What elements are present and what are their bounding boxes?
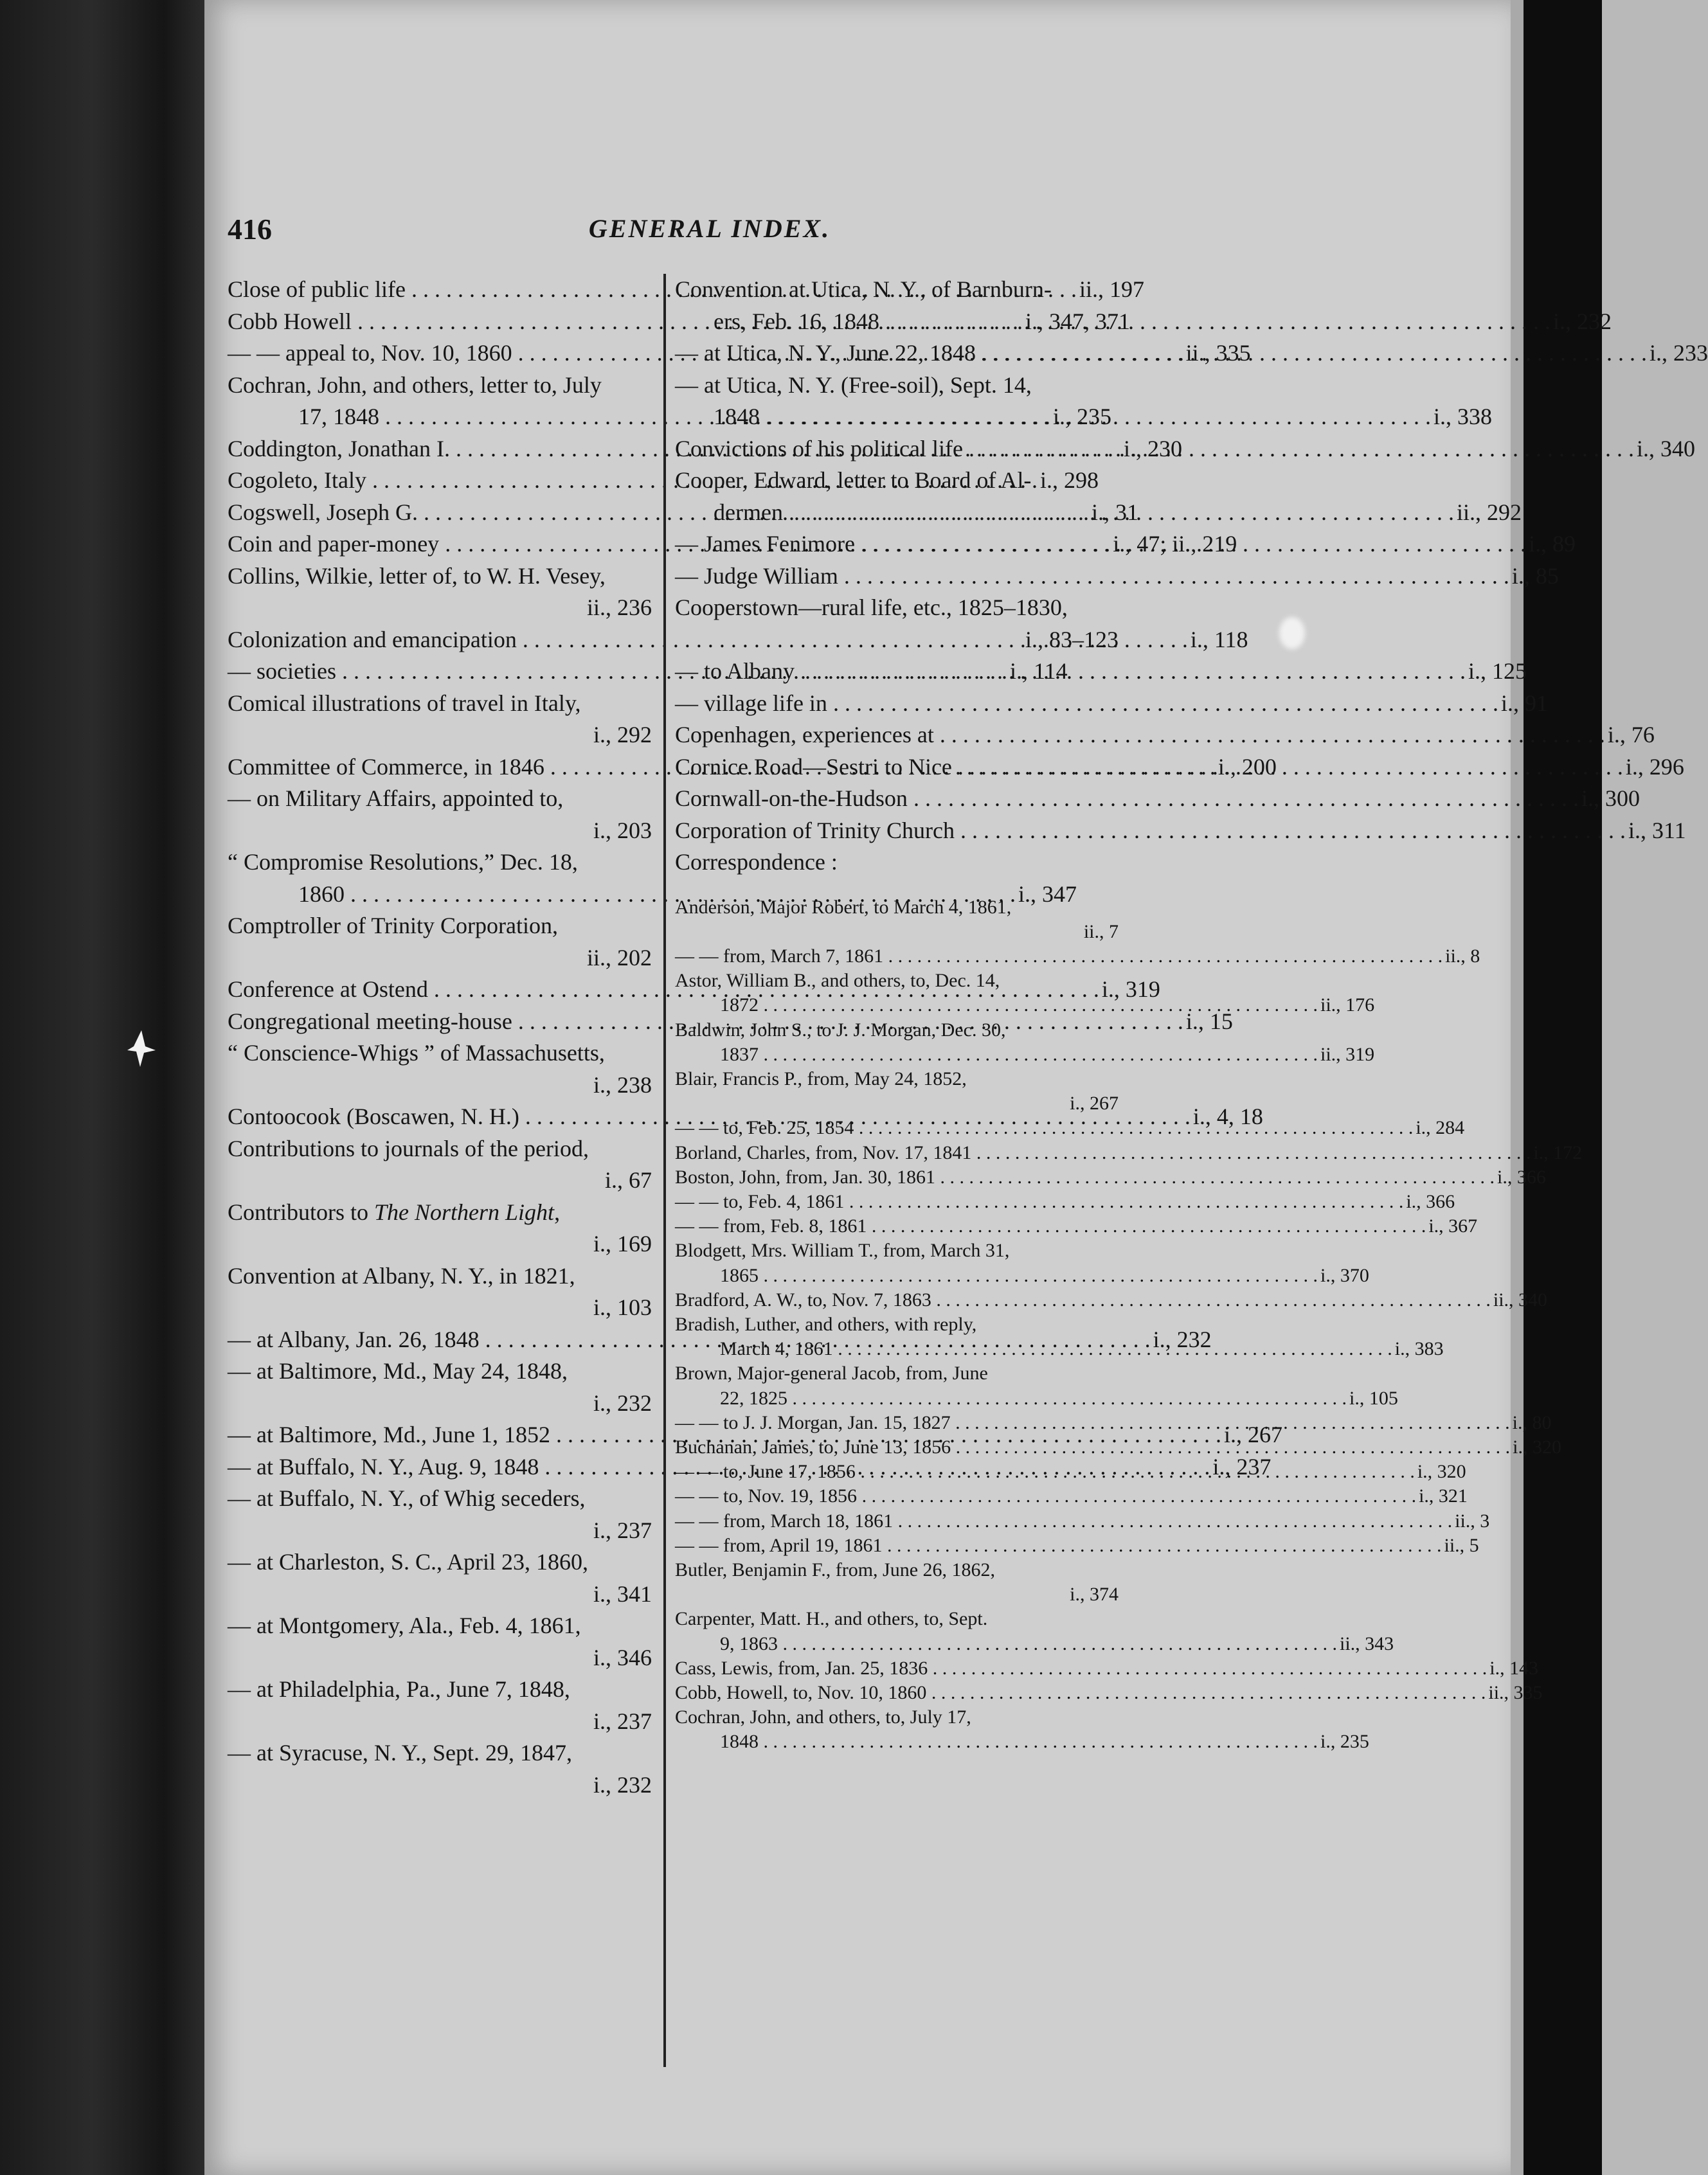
- index-entry: [228, 560, 652, 624]
- entry-page-reference: i., 374: [1070, 1584, 1119, 1606]
- entry-page-reference: ii., 335: [1488, 1682, 1543, 1703]
- correspondence-heading: Correspondence :: [675, 849, 838, 875]
- entry-page-reference: i., 284: [1416, 1117, 1465, 1139]
- entry-page-reference: i., 232: [593, 1390, 652, 1416]
- index-columns: [228, 274, 1708, 2073]
- entry-text: Brown, Major-general Jacob, from, June: [675, 1363, 988, 1384]
- entry-page-reference: i., 321: [1419, 1485, 1468, 1507]
- entry-page-reference: ii., 292: [1456, 499, 1522, 525]
- entry-heading: 17, 1848 . . .: [298, 404, 1050, 429]
- entry-text: Comical illustrations of travel in Italy,: [228, 690, 581, 716]
- index-entry: [675, 1484, 1468, 1508]
- index-entry: [228, 783, 652, 846]
- entry-line: [675, 497, 1522, 529]
- entry-heading: [228, 1197, 652, 1229]
- entry-page-reference: i., 237: [593, 1708, 652, 1734]
- index-entry: [228, 1610, 652, 1674]
- entry-line: [675, 1165, 1546, 1190]
- entry-line: [675, 719, 1655, 751]
- entry-text: — at Baltimore, Md., May 24, 1848,: [228, 1358, 568, 1384]
- index-entry: [228, 1260, 652, 1324]
- entry-heading: — James Fenimore . . .: [675, 531, 1526, 557]
- entry-heading: — to Albany . . .: [675, 658, 1466, 684]
- index-entry: [675, 688, 1548, 720]
- entry-page-reference: i., 338: [1434, 404, 1493, 429]
- index-entry: [675, 1141, 1583, 1165]
- index-entry: [675, 1534, 1479, 1558]
- entry-page-reference: i., 235: [1320, 1731, 1369, 1753]
- entry-line: [675, 1534, 1479, 1558]
- entry-heading: [675, 1361, 1119, 1386]
- entry-page-reference: i., 4, 18: [1192, 1104, 1263, 1129]
- entry-heading: Cass, Lewis, from, Jan. 25, 1836 . . .: [675, 1658, 1487, 1679]
- entry-heading: Coin and paper-money . . .: [228, 531, 1110, 557]
- index-entry: [675, 1509, 1490, 1534]
- entry-heading: 22, 1825 . . .: [720, 1388, 1347, 1409]
- entry-heading: — — to, June 17, 1856 . . .: [675, 1461, 1415, 1482]
- entry-page-reference: i., 143: [1489, 1657, 1539, 1679]
- entry-page-reference: i., 232: [1153, 1326, 1212, 1352]
- entry-heading: [228, 846, 652, 879]
- entry-line: [675, 1484, 1468, 1508]
- entry-page-reference: i., 172: [1533, 1141, 1583, 1163]
- entry-text: “ Compromise Resolutions,” Dec. 18,: [228, 849, 578, 875]
- entry-page-reference: i., 320: [1417, 1461, 1466, 1483]
- entry-page-reference: i., 125: [1468, 658, 1527, 684]
- entry-page-reference: i., 105: [1349, 1387, 1398, 1409]
- entry-page-reference: i., 89: [1528, 531, 1576, 557]
- entry-heading: — — to, Nov. 19, 1856 . . .: [675, 1485, 1416, 1507]
- index-entry: [675, 656, 1527, 688]
- index-entry: [675, 1239, 1369, 1287]
- entry-page-reference: i., 319: [1101, 976, 1160, 1002]
- entry-heading: Cogswell, Joseph G. . . .: [228, 499, 1089, 525]
- entry-line: [675, 1681, 1543, 1705]
- entry-heading: — — to, Feb. 25, 1854 . . .: [675, 1117, 1413, 1138]
- index-entry: [675, 274, 1612, 337]
- entry-text: — at Montgomery, Ala., Feb. 4, 1861,: [228, 1613, 581, 1638]
- entry-heading: March 4, 1861 . . .: [720, 1338, 1392, 1359]
- entry-page-reference: i., 267: [1223, 1422, 1282, 1447]
- entry-page-reference: i., 367: [1428, 1215, 1478, 1237]
- entry-page-reference: i., 366: [1406, 1190, 1455, 1212]
- entry-heading: — at Albany, Jan. 26, 1848 . . .: [228, 1327, 1151, 1352]
- index-entry: [228, 1197, 652, 1260]
- index-entry: [228, 1674, 652, 1737]
- index-entry: [675, 1558, 1119, 1607]
- entry-text: Blair, Francis P., from, May 24, 1852,: [675, 1068, 967, 1089]
- entry-heading: — — from, Feb. 8, 1861 . . .: [675, 1215, 1426, 1237]
- index-entry: [675, 1288, 1548, 1312]
- entry-heading: [675, 1705, 1119, 1730]
- entry-text: Cooper, Edward, letter to Board of Al-: [675, 467, 1032, 493]
- entry-italic-title: The Northern Light: [374, 1199, 555, 1225]
- entry-page-reference: ii., 340: [1493, 1289, 1548, 1311]
- entry-page-reference: i., 370: [1320, 1264, 1369, 1286]
- index-entry: [228, 1133, 652, 1197]
- entry-line: [675, 306, 1612, 338]
- entry-heading: — — to, Feb. 4, 1861 . . .: [675, 1191, 1403, 1212]
- entry-heading: Bradford, A. W., to, Nov. 7, 1863 . . .: [675, 1289, 1491, 1311]
- entry-text: — at Philadelphia, Pa., June 7, 1848,: [228, 1676, 570, 1702]
- entry-heading: Cogoleto, Italy . . .: [228, 467, 1038, 493]
- entry-page-reference: i., 347, 371: [1025, 308, 1131, 334]
- entry-heading: [228, 1133, 652, 1165]
- entry-heading: [228, 688, 652, 720]
- entry-heading: [228, 1546, 652, 1579]
- book-spine: [0, 0, 204, 2175]
- entry-text: Carpenter, Matt. H., and others, to, Sept.: [675, 1608, 988, 1630]
- entry-heading: dermen . . .: [714, 499, 1454, 525]
- index-page-content: [228, 206, 1708, 2095]
- entry-page-reference: i., 203: [593, 817, 652, 843]
- entry-page-reference: ii., 202: [586, 944, 652, 971]
- entry-page-reference: i., 366: [1497, 1166, 1546, 1188]
- entry-heading: Cobb Howell . . .: [228, 309, 1023, 334]
- index-entry: [228, 1037, 652, 1101]
- entry-heading: [228, 1610, 652, 1642]
- entry-heading: [675, 1018, 1119, 1043]
- entry-heading: ers, Feb. 16, 1848 . . .: [714, 309, 1551, 334]
- index-entry: [675, 1681, 1543, 1705]
- entry-page-reference: i., 200: [1218, 753, 1277, 780]
- entry-punctuation: ,: [554, 1199, 561, 1225]
- entry-text: Astor, William B., and others, to, Dec. 14,: [675, 970, 1000, 992]
- entry-heading: — — to J. J. Morgan, Jan. 15, 1827 . . .: [675, 1412, 1510, 1433]
- entry-text: Convention at Albany, N. Y., in 1821,: [228, 1262, 575, 1289]
- entry-heading: [675, 1558, 1119, 1582]
- entry-page-reference: i., 298: [1039, 467, 1099, 493]
- entry-line: [675, 1656, 1539, 1681]
- index-entry: [228, 1737, 652, 1801]
- entry-heading: — at Buffalo, N. Y., Aug. 9, 1848 . . .: [228, 1454, 1210, 1480]
- column-rule: [663, 274, 666, 2067]
- entry-text: — at Syracuse, N. Y., Sept. 29, 1847,: [228, 1740, 572, 1766]
- index-entry: [675, 592, 1119, 656]
- entry-text: — at Utica, N. Y. (Free-soil), Sept. 14,: [675, 371, 1032, 398]
- running-head: GENERAL INDEX.: [588, 214, 831, 243]
- entry-line: [675, 656, 1527, 688]
- index-entry: [675, 1435, 1561, 1460]
- entry-page-reference: ii., 5: [1444, 1534, 1479, 1556]
- index-entry: [675, 1361, 1398, 1410]
- entry-heading: Cobb, Howell, to, Nov. 10, 1860 . . .: [675, 1682, 1486, 1703]
- entry-heading: [675, 895, 1119, 920]
- entry-heading: [228, 783, 652, 815]
- entry-heading: Congregational meeting-house . . .: [228, 1008, 1183, 1034]
- entry-line: [675, 1509, 1490, 1534]
- entry-page-reference: i., 169: [593, 1231, 652, 1257]
- entry-heading: [228, 1037, 652, 1070]
- entry-line: [675, 688, 1548, 720]
- entry-text: Comptroller of Trinity Corporation,: [228, 913, 559, 938]
- index-entry: [675, 560, 1559, 593]
- entry-page-reference: i., 80: [1512, 1411, 1552, 1433]
- entry-heading: [675, 465, 1119, 497]
- index-entry: [228, 688, 652, 751]
- entry-line: [675, 1288, 1548, 1312]
- entry-text: Convention at Utica, N. Y., of Barnburn-: [675, 276, 1052, 302]
- entry-line: [675, 1730, 1369, 1754]
- index-entry: [675, 1067, 1119, 1116]
- index-entry: [675, 1607, 1394, 1656]
- entry-heading: [228, 560, 652, 593]
- entry-page-reference: ii., 343: [1340, 1633, 1394, 1654]
- entry-page-reference: ii., 236: [586, 595, 652, 620]
- entry-line: [675, 783, 1640, 815]
- entry-page-reference: ii., 176: [1320, 994, 1375, 1016]
- entry-page-reference: i., 237: [593, 1517, 652, 1543]
- entry-page-reference: i., 238: [593, 1071, 652, 1098]
- entry-heading: [228, 1674, 652, 1706]
- entry-line: [675, 401, 1493, 433]
- entry-page-reference: i., 103: [593, 1294, 652, 1320]
- entry-page-reference: i., 296: [1625, 753, 1684, 780]
- entry-heading: [675, 969, 1119, 993]
- entry-line: [675, 1214, 1478, 1239]
- entry-heading: Buchanan, James, to, June 13, 1856 . . .: [675, 1437, 1510, 1458]
- entry-page-reference: i., 311: [1628, 817, 1686, 843]
- entry-heading: Conference at Ostend . . .: [228, 976, 1099, 1002]
- entry-heading: Contoocook (Boscawen, N. H.) . . .: [228, 1104, 1191, 1129]
- index-entry: [675, 1656, 1539, 1681]
- index-entry: [675, 944, 1480, 969]
- entry-page-reference: i., 31: [1092, 499, 1139, 525]
- index-entry: [675, 1190, 1455, 1214]
- entry-page-reference: i., 47; ii., 219: [1113, 531, 1237, 557]
- entry-heading: Close of public life . . .: [228, 276, 1077, 302]
- entry-text: “ Conscience-Whigs ” of Massachusetts,: [228, 1040, 605, 1066]
- entry-heading: 1872 . . .: [720, 994, 1318, 1016]
- entry-text: Contributors to: [228, 1199, 369, 1225]
- entry-page-reference: i., 340: [1636, 435, 1695, 461]
- entry-page-reference: ii., 3: [1455, 1510, 1490, 1532]
- entry-line: [675, 1141, 1583, 1165]
- entry-page-reference: i., 232: [1552, 308, 1612, 334]
- entry-heading: — — from, March 18, 1861 . . .: [675, 1510, 1452, 1532]
- entry-heading: Cornice Road—Sestri to Nice . . .: [675, 754, 1623, 780]
- entry-heading: — societies . . .: [228, 658, 1007, 684]
- entry-page-reference: i., 383: [1394, 1338, 1444, 1360]
- entry-heading: [675, 274, 1119, 306]
- entry-heading: — at Baltimore, Md., June 1, 1852 . . .: [228, 1422, 1221, 1447]
- index-entry: [675, 895, 1119, 944]
- entry-heading: 1848 . . .: [720, 1731, 1318, 1752]
- entry-line: [675, 1435, 1561, 1460]
- page-number: 416: [228, 213, 272, 246]
- entry-heading: [228, 1356, 652, 1388]
- entry-page-reference: i., 118: [1190, 626, 1248, 652]
- entry-page-reference: i., 91: [1500, 690, 1548, 716]
- entry-heading: [228, 370, 652, 402]
- entry-line: [675, 815, 1686, 847]
- entry-page-reference: i., 15: [1185, 1008, 1233, 1034]
- entry-text: Butler, Benjamin F., from, June 26, 1862,: [675, 1559, 996, 1580]
- entry-heading: 1865 . . .: [720, 1265, 1318, 1286]
- entry-heading: Boston, John, from, Jan. 30, 1861 . . .: [675, 1167, 1495, 1188]
- entry-page-reference: ii., 197: [1079, 276, 1144, 302]
- entry-heading: Cornwall-on-the-Hudson . . .: [675, 785, 1579, 811]
- entry-page-reference: i., 233: [1649, 340, 1708, 366]
- entry-line: [228, 401, 1112, 433]
- index-entry: [228, 1356, 652, 1419]
- entry-line: [675, 1190, 1455, 1214]
- entry-page-reference: ii., 7: [1083, 920, 1119, 942]
- entry-heading: — village life in . . .: [675, 690, 1498, 716]
- entry-heading: [228, 1737, 652, 1769]
- entry-heading: 1848 . . .: [714, 404, 1431, 429]
- entry-line: [675, 1632, 1394, 1656]
- ink-smudge: [1279, 617, 1305, 649]
- entry-page-reference: i., 85: [1511, 562, 1559, 589]
- entry-page-reference: i., 267: [1070, 1093, 1119, 1114]
- entry-heading: — — appeal to, Nov. 10, 1860 . . .: [228, 340, 1183, 366]
- entry-heading: Copenhagen, experiences at . . .: [675, 722, 1605, 747]
- entry-heading: — — from, March 7, 1861 . . .: [675, 945, 1443, 967]
- entry-page-reference: i., 341: [593, 1580, 652, 1607]
- entry-heading: [228, 910, 652, 942]
- entry-heading: Coddington, Jonathan I. . . .: [228, 436, 1121, 461]
- page-header: [228, 206, 1115, 283]
- entry-page-reference: i., 237: [1212, 1453, 1272, 1480]
- entry-heading: [675, 1067, 1119, 1091]
- entry-page-reference: i., 83–123: [1025, 626, 1119, 652]
- index-entry: [675, 370, 1493, 433]
- entry-heading: Borland, Charles, from, Nov. 17, 1841 . . .: [675, 1142, 1531, 1163]
- index-entry: [675, 783, 1640, 815]
- index-entry: [228, 910, 652, 974]
- entry-page-reference: i., 346: [593, 1644, 652, 1670]
- entry-text: Baldwin, John S., to J. J. Morgan, Dec. 30,: [675, 1019, 1006, 1041]
- entry-page-reference: i., 232: [593, 1771, 652, 1798]
- entry-heading: [675, 1312, 1119, 1337]
- entry-heading: 1860 . . .: [298, 881, 1016, 907]
- entry-page-reference: ii., 335: [1185, 340, 1251, 366]
- index-entry: [675, 1214, 1478, 1239]
- entry-heading: Convictions of his political life . . .: [675, 436, 1634, 461]
- entry-line: [675, 560, 1559, 593]
- entry-heading: — Judge William . . .: [675, 563, 1509, 589]
- index-entry: [675, 1165, 1546, 1190]
- entry-line: [675, 1043, 1375, 1067]
- entry-text: — on Military Affairs, appointed to,: [228, 785, 564, 811]
- entry-heading: [675, 592, 1119, 624]
- entry-text: — at Charleston, S. C., April 23, 1860,: [228, 1549, 588, 1575]
- entry-heading: [675, 370, 1119, 402]
- entry-heading: 9, 1863 . . .: [720, 1633, 1337, 1654]
- entry-heading: [675, 1239, 1119, 1263]
- entry-heading: [228, 1483, 652, 1515]
- entry-line: [675, 944, 1480, 969]
- index-entry: [675, 719, 1655, 751]
- entry-text: Collins, Wilkie, letter of, to W. H. Vesey,: [228, 562, 606, 589]
- entry-page-reference: i., 76: [1607, 722, 1655, 747]
- entry-page-reference: ii., 8: [1445, 945, 1480, 967]
- entry-text: Cooperstown—rural life, etc., 1825–1830,: [675, 595, 1068, 620]
- entry-page-reference: i., 235: [1053, 404, 1112, 429]
- entry-heading: Committee of Commerce, in 1846 . . .: [228, 754, 1216, 780]
- entry-page-reference: i., 320: [1513, 1436, 1561, 1458]
- entry-line: [675, 1386, 1398, 1411]
- entry-page-reference: i., 292: [593, 722, 652, 747]
- entry-page-reference: i., 67: [604, 1167, 652, 1193]
- margin-mark-icon: [122, 1027, 161, 1072]
- index-entry: [228, 1546, 652, 1610]
- index-entry: [675, 815, 1686, 847]
- entry-heading: — at Utica, N. Y., June 22, 1848 . . .: [675, 340, 1647, 366]
- entry-heading: [675, 1607, 1119, 1631]
- index-entry: [675, 1705, 1369, 1754]
- entry-text: Blodgett, Mrs. William T., from, March 31,: [675, 1240, 1010, 1262]
- entry-text: Anderson, Major Robert, to March 4, 1861,: [675, 896, 1012, 918]
- entry-text: — at Buffalo, N. Y., of Whig seceders,: [228, 1485, 586, 1511]
- entry-page-reference: ii., 319: [1320, 1043, 1375, 1065]
- entry-heading: 1837 . . .: [720, 1044, 1318, 1065]
- entry-page-reference: i., 347: [1018, 881, 1077, 907]
- index-entry: [228, 1483, 652, 1546]
- entry-heading: Colonization and emancipation . . .: [228, 627, 1188, 652]
- entry-page-reference: i., 230: [1123, 435, 1182, 461]
- index-entry: [675, 465, 1522, 528]
- entry-line: [675, 993, 1375, 1017]
- entry-heading: Corporation of Trinity Church . . .: [675, 818, 1626, 843]
- entry-text: Cochran, John, and others, letter to, July: [228, 371, 602, 398]
- entry-heading: — — from, April 19, 1861 . . .: [675, 1535, 1442, 1556]
- entry-text: Bradish, Luther, and others, with reply,: [675, 1313, 977, 1335]
- entry-text: Contributions to journals of the period,: [228, 1135, 589, 1161]
- entry-line: [675, 1264, 1369, 1288]
- entry-page-reference: i., 300: [1581, 785, 1640, 811]
- entry-text: Cochran, John, and others, to, July 17,: [675, 1706, 971, 1728]
- entry-heading: [228, 1260, 652, 1293]
- entry-page-reference: i., 114: [1009, 658, 1068, 684]
